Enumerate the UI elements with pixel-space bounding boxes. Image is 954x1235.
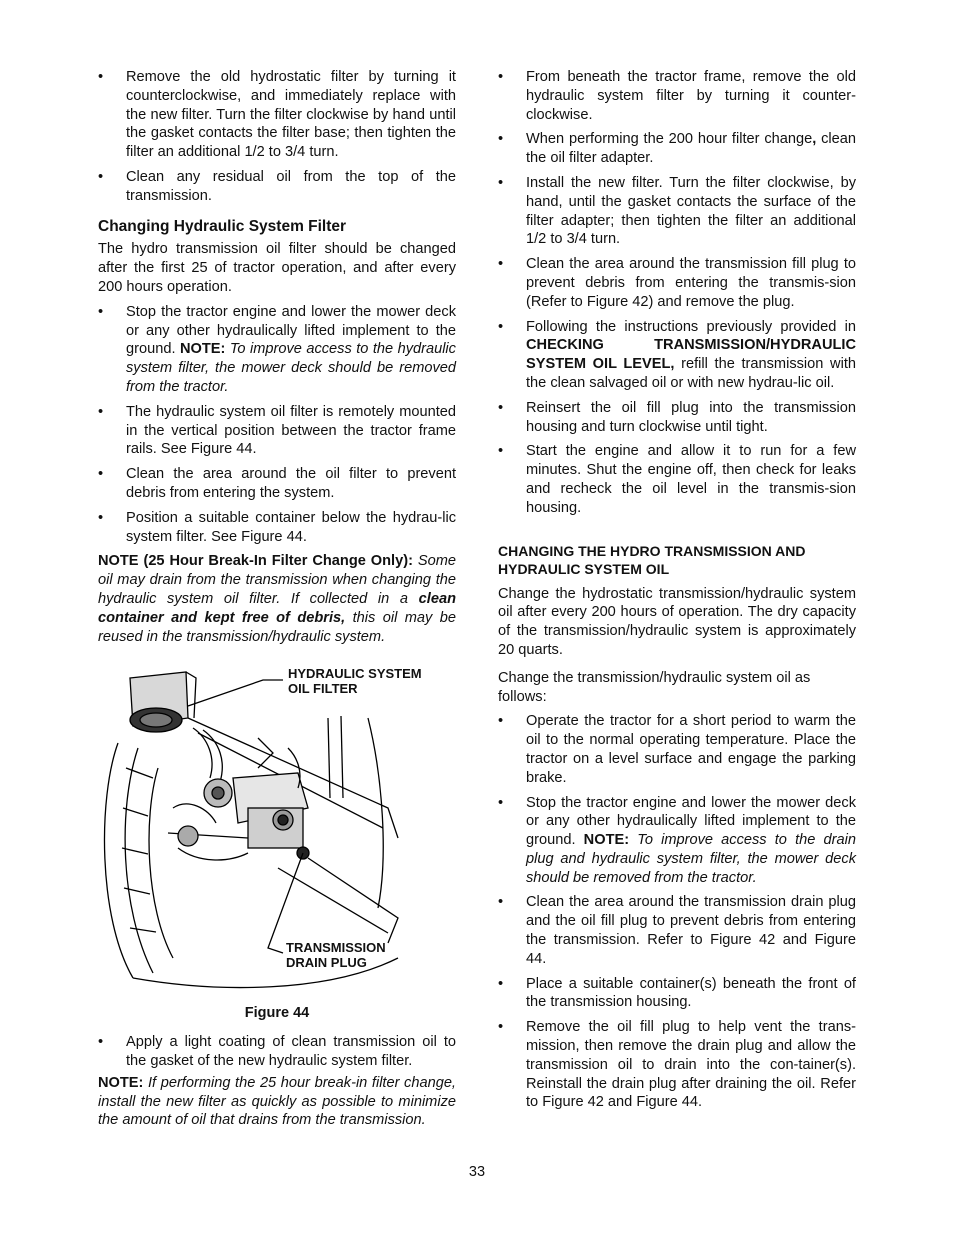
list-item: • Clean the area around the oil filter to prevent debris from entering the system. — [98, 465, 456, 503]
item-text: When performing the 200 hour filter change — [526, 131, 813, 148]
list-item: • Clean the area around the transmission fill plug to prevent debris from entering the transmis-sion (Refer to Figure 42) and remove the plug. — [498, 255, 856, 311]
callout-drain-plug: TRANSMISSION DRAIN PLUG — [286, 940, 386, 971]
figure-44 — [98, 658, 456, 998]
list-item — [498, 130, 856, 168]
bullet-list-bottom — [98, 1033, 456, 1071]
note-text: To improve access to the drain plug and hydraulic system filter, the mower deck should be removed from the tractor. — [526, 832, 856, 886]
note-label: NOTE: — [179, 341, 226, 358]
bullet-list-top — [98, 68, 456, 206]
note-text: If performing the 25 hour break-in filter change, install the new filter as quickly as possible to minimize the amount of oil that drains from the transmission. — [98, 1074, 456, 1129]
item-text: clean the oil filter adapter. — [526, 131, 856, 167]
figure-44-illustration — [98, 658, 456, 998]
list-item: • Operate the tractor for a short period to warm the oil to the normal operating temperature. Place the tractor on a level surface and engage the parking brake. — [498, 712, 856, 787]
list-item: • Clean any residual oil from the top of the transmission. — [98, 168, 456, 206]
left-column — [98, 68, 456, 1130]
list-item: • Position a suitable container below the hydrau-lic system filter. See Figure 44. — [98, 509, 456, 547]
note-label: NOTE: — [583, 832, 630, 849]
intro-paragraph: The hydro transmission oil filter should be changed after the first 25 of tractor operation, and after every 200 hours operation. — [98, 241, 456, 295]
list-item: • The hydraulic system oil filter is remotely mounted in the vertical position between the tractor frame rails. See Figure 44. — [98, 403, 456, 459]
section-heading: Changing Hydraulic System Filter — [98, 217, 347, 235]
note-final — [98, 1074, 456, 1130]
list-item — [98, 303, 456, 397]
list-item: • From beneath the tractor frame, remove the old hydraulic system filter by turning it counter-clockwise. — [498, 68, 856, 124]
item-text: Following the instructions previously provided in — [526, 318, 856, 335]
note-text: this oil may be reused in the transmission/hydraulic system. — [98, 609, 456, 645]
list-item: • Reinsert the oil fill plug into the transmission housing and turn clockwise until tight. — [498, 399, 856, 437]
item-text: refill the transmission with the clean salvaged oil or with new hydrau-lic oil. — [526, 356, 856, 391]
note-label: NOTE (25 Hour Break-In Filter Change Only): — [98, 553, 413, 570]
item-bold: CHECKING TRANSMISSION/HYDRAULIC SYSTEM OIL LEVEL, — [526, 337, 856, 373]
note-label: NOTE: — [98, 1074, 144, 1091]
note-25-hour — [98, 552, 456, 646]
bullet-list-right-bottom — [498, 712, 856, 1112]
note-text: Some oil may drain from the transmission when changing the hydraulic system oil filter. If collected in a — [98, 553, 456, 607]
paragraph: Change the hydrostatic transmission/hydraulic system oil after every 200 hours of operation. The dry capacity of the transmission/hydraulic system is approximately 20 quarts. — [498, 585, 856, 658]
page-number: 33 — [468, 1164, 486, 1180]
list-item: • Start the engine and allow it to run for a few minutes. Shut the engine off, then check for leaks and recheck the oil level in the transmis-sion housing. — [498, 442, 856, 517]
bullet-list-right-top — [498, 68, 856, 518]
note-bold-text: clean container and kept free of debris, — [98, 590, 456, 626]
list-item — [498, 794, 856, 888]
item-text: Stop the tractor engine and lower the mower deck or any other hydraulically lifted implement to the ground. — [526, 794, 856, 849]
item-bold: , — [812, 131, 817, 148]
callout-hydraulic-filter: HYDRAULIC SYSTEM OIL FILTER — [288, 666, 422, 697]
bullet-list-mid — [98, 303, 456, 547]
section-heading: CHANGING THE HYDRO TRANSMISSION AND HYDRAULIC SYSTEM OIL — [498, 542, 806, 578]
figure-caption: Figure 44 — [244, 1005, 310, 1022]
list-item: • Install the new filter. Turn the filter clockwise, by hand, until the gasket contacts the surface of the filter adapter; then tighten the filter an additional 1/2 to 3/4 turn. — [498, 174, 856, 249]
list-item: • Clean the area around the transmission drain plug and the oil fill plug to prevent debris from entering the transmission. Refer to Figure 42 and Figure 44. — [498, 893, 856, 968]
list-item: • Remove the old hydrostatic filter by turning it counterclockwise, and immediately replace with the new filter. Turn the filter clockwise by hand until the gasket contacts the filter base; then tighten the filter an additional 1/2 to 3/4 turn. — [98, 68, 456, 162]
note-text: To improve access to the hydraulic system filter, the mower deck should be removed from the tractor. — [126, 341, 456, 395]
list-item — [498, 318, 856, 393]
list-item: • Remove the oil fill plug to help vent the trans-mission, then remove the drain plug and allow the transmission oil to drain into the con-tainer(s). Reinstall the drain plug after draining the oil. Refer to Figure 42 and Figure 44. — [498, 1018, 856, 1112]
list-item: • Place a suitable container(s) beneath the front of the transmission housing. — [498, 975, 856, 1013]
paragraph: Change the transmission/hydraulic system oil as follows: — [498, 669, 811, 705]
item-text: Stop the tractor engine and lower the mower deck or any other hydraulically lifted implement to the ground. — [126, 303, 456, 358]
right-column — [498, 68, 856, 1118]
list-item: • Apply a light coating of clean transmission oil to the gasket of the new hydraulic system filter. — [98, 1033, 456, 1071]
